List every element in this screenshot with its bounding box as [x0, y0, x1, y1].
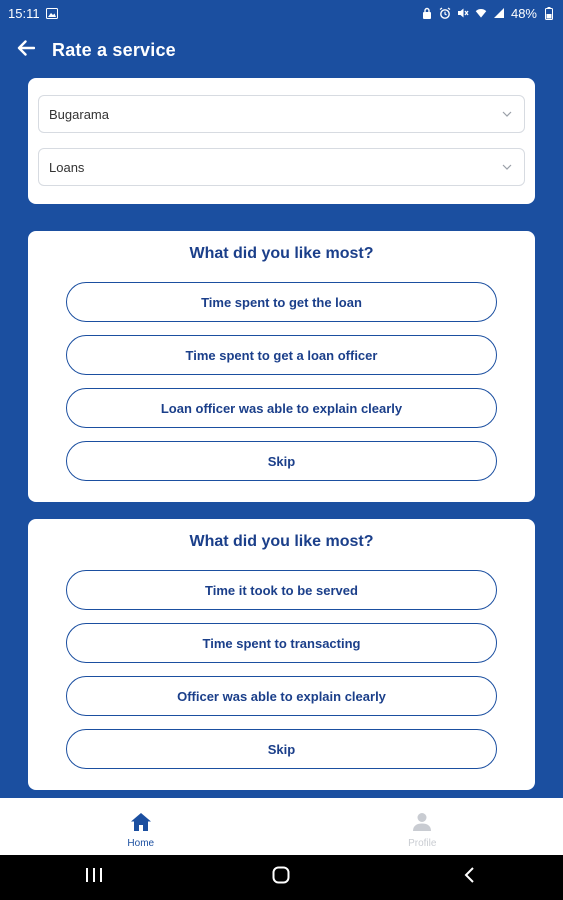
- person-icon: [412, 812, 432, 835]
- chevron-down-icon: [502, 162, 512, 172]
- alarm-icon: [439, 7, 451, 19]
- category-select[interactable]: [38, 148, 525, 186]
- status-time: 15:11: [8, 5, 40, 21]
- question-card-2: [28, 519, 535, 790]
- option-button[interactable]: Time it took to be served: [66, 570, 497, 610]
- nav-item-profile[interactable]: [282, 798, 563, 855]
- branch-select-value: Bugarama: [49, 106, 109, 122]
- category-select-value: Loans: [49, 159, 85, 175]
- option-button[interactable]: Time spent to get the loan: [66, 282, 497, 322]
- nav-item-home[interactable]: [0, 798, 282, 855]
- option-button[interactable]: Officer was able to explain clearly: [66, 676, 497, 716]
- option-button[interactable]: Time spent to transacting: [66, 623, 497, 663]
- skip-button[interactable]: Skip: [66, 441, 497, 481]
- question-title: What did you like most?: [189, 533, 374, 550]
- gallery-icon: [46, 7, 58, 19]
- filters-card: [28, 78, 535, 204]
- chevron-left-icon: [463, 866, 475, 889]
- option-button[interactable]: Loan officer was able to explain clearly: [66, 388, 497, 428]
- home-circle-icon: [272, 866, 290, 889]
- recent-apps-icon: [85, 867, 103, 888]
- home-system-button[interactable]: [251, 858, 311, 898]
- signal-icon: [493, 7, 505, 19]
- status-bar: [0, 0, 563, 26]
- recent-apps-button[interactable]: [64, 858, 124, 898]
- mute-icon: [457, 7, 469, 19]
- system-nav-bar: [0, 855, 563, 900]
- lock-icon: [421, 7, 433, 19]
- option-button[interactable]: Time spent to get a loan officer: [66, 335, 497, 375]
- question-title: What did you like most?: [189, 245, 374, 262]
- home-icon: [130, 812, 152, 835]
- chevron-down-icon: [502, 109, 512, 119]
- wifi-icon: [475, 7, 487, 19]
- options-list: [28, 570, 535, 769]
- nav-label-profile: Profile: [408, 838, 437, 849]
- back-system-button[interactable]: [439, 858, 499, 898]
- app-bar: [0, 26, 563, 74]
- arrow-left-icon: [17, 40, 35, 61]
- question-card-1: [28, 231, 535, 502]
- skip-button[interactable]: Skip: [66, 729, 497, 769]
- nav-label-home: Home: [127, 838, 155, 849]
- battery-percent: 48%: [510, 5, 537, 21]
- branch-select[interactable]: [38, 95, 525, 133]
- battery-icon: [543, 7, 555, 19]
- bottom-nav: [0, 798, 563, 855]
- back-button[interactable]: [0, 26, 52, 74]
- page-title: Rate a service: [52, 39, 176, 60]
- options-list: [28, 282, 535, 481]
